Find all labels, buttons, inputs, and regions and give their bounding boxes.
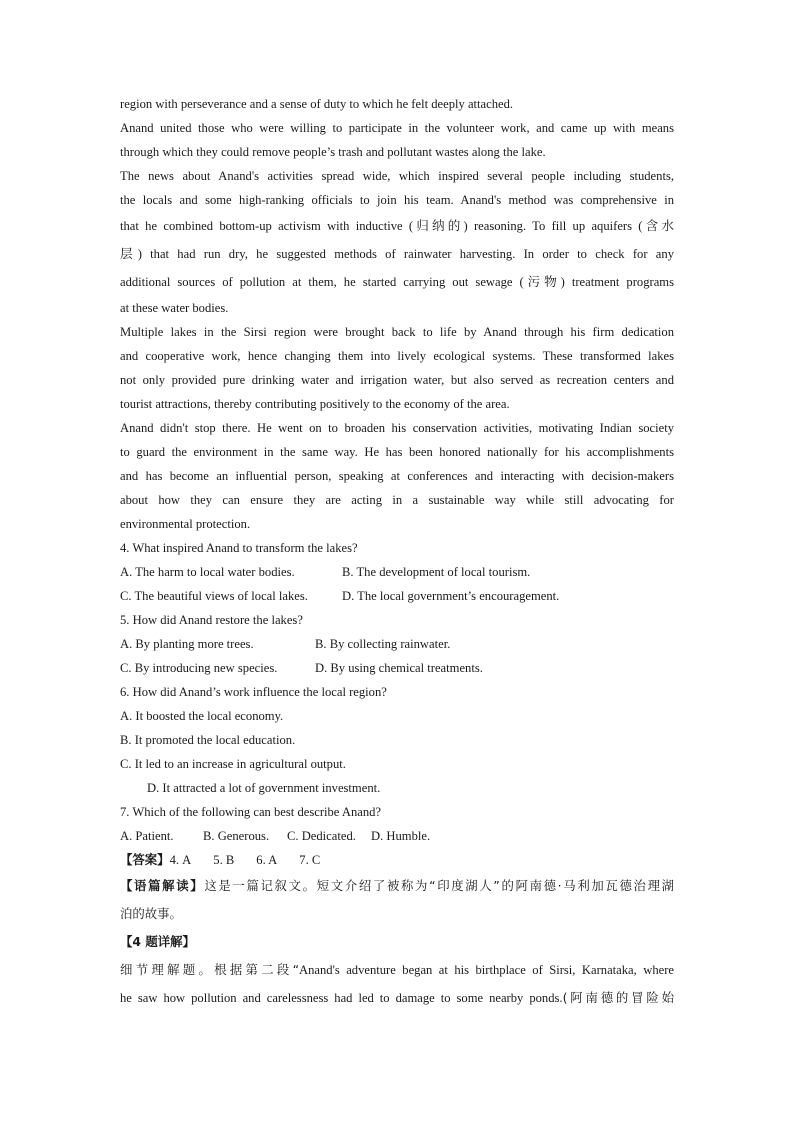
option-d: D. Humble. — [371, 829, 431, 843]
passage-line: The news about Anand's activities spread wide, which inspired several people including students, — [120, 169, 674, 183]
question-stem: 6. How did Anand’s work influence the local region? — [120, 685, 387, 699]
passage-line: tourist attractions, thereby contributing positively to the economy of the area. — [120, 397, 510, 411]
option-d: D. It attracted a lot of government investment. — [147, 781, 381, 795]
answer-item: 6. A — [256, 853, 278, 867]
question-7 — [120, 800, 674, 848]
option-a: A. Patient. — [120, 829, 174, 843]
passage-line: about how they can ensure they are acting in a sustainable way while still advocating for — [120, 493, 674, 507]
option-a: A. It boosted the local economy. — [120, 709, 284, 723]
option-c: C. It led to an increase in agricultural output. — [120, 757, 346, 771]
option-c: C. The beautiful views of local lakes. — [120, 589, 308, 603]
option-b: B. By collecting rainwater. — [315, 637, 451, 651]
passage-line: additional sources of pollution at them, he started carrying out sewage (污物) treatment programs — [120, 275, 674, 289]
passage-line: Anand united those who were willing to participate in the volunteer work, and came up with means — [120, 121, 674, 135]
question-stem: 7. Which of the following can best describe Anand? — [120, 805, 382, 819]
option-b: B. It promoted the local education. — [120, 733, 296, 747]
interpretation-line: 【语篇解读】这是一篇记叙文。短文介绍了被称为“印度湖人”的阿南德·马利加瓦德治理湖 — [120, 878, 674, 893]
passage-line: 层) that had run dry, he suggested methods of rainwater harvesting. In order to check for any — [120, 247, 674, 261]
passage-line: at these water bodies. — [120, 301, 229, 315]
option-a: A. By planting more trees. — [120, 637, 254, 651]
document-page — [120, 92, 674, 1012]
passage-line: Anand didn't stop there. He went on to broaden his conservation activities, motivating Indian society — [120, 421, 674, 435]
option-c: C. Dedicated. — [287, 829, 356, 843]
passage-line: Multiple lakes in the Sirsi region were brought back to life by Anand through his firm dedication — [120, 325, 674, 339]
question-4 — [120, 536, 674, 608]
answer-key — [120, 848, 674, 872]
question-6 — [120, 680, 674, 800]
passage-line: and has become an influential person, speaking at conferences and interacting with decision-makers — [120, 469, 674, 483]
passage — [120, 92, 674, 536]
option-d: D. By using chemical treatments. — [315, 661, 483, 675]
option-c: C. By introducing new species. — [120, 661, 278, 675]
passage-line: region with perseverance and a sense of duty to which he felt deeply attached. — [120, 97, 514, 111]
interpretation-label: 【语篇解读】 — [120, 878, 205, 893]
passage-line: environmental protection. — [120, 517, 251, 531]
question-stem: 5. How did Anand restore the lakes? — [120, 613, 303, 627]
passage-interpretation — [120, 872, 674, 928]
option-b: B. The development of local tourism. — [342, 565, 531, 579]
passage-line: to guard the environment in the same way. He has been honored nationally for his accomplishments — [120, 445, 674, 459]
question-4-detail — [120, 928, 674, 1012]
passage-line: and cooperative work, hence changing them into lively ecological systems. These transformed lakes — [120, 349, 674, 363]
answer-item: 5. B — [213, 853, 235, 867]
option-b: B. Generous. — [203, 829, 270, 843]
question-stem: 4. What inspired Anand to transform the lakes? — [120, 541, 358, 555]
question-5 — [120, 608, 674, 680]
option-d: D. The local government’s encouragement. — [342, 589, 560, 603]
passage-line: that he combined bottom-up activism with inductive (归纳的) reasoning. To fill up aquifers (含水 — [120, 219, 674, 233]
detail-heading: 【4 题详解】 — [120, 934, 195, 949]
option-a: A. The harm to local water bodies. — [120, 565, 295, 579]
answer-item: 4. A — [169, 853, 192, 867]
answer-item: 7. C — [299, 853, 321, 867]
passage-line: through which they could remove people’s trash and pollutant wastes along the lake. — [120, 145, 546, 159]
passage-line: not only provided pure drinking water and irrigation water, but also served as recreation centers and — [120, 373, 674, 387]
detail-line: 细节理解题。根据第二段“Anand's adventure began at his birthplace of Sirsi, Karnataka, where — [120, 962, 674, 977]
passage-line: the locals and some high-ranking officials to join his team. Anand's method was comprehensive in — [120, 193, 674, 207]
interpretation-line: 泊的故事。 — [120, 906, 182, 921]
answer-label: 【答案】 — [120, 852, 170, 867]
detail-line: he saw how pollution and carelessness had led to damage to some nearby ponds.(阿南德的冒险始 — [120, 990, 674, 1005]
